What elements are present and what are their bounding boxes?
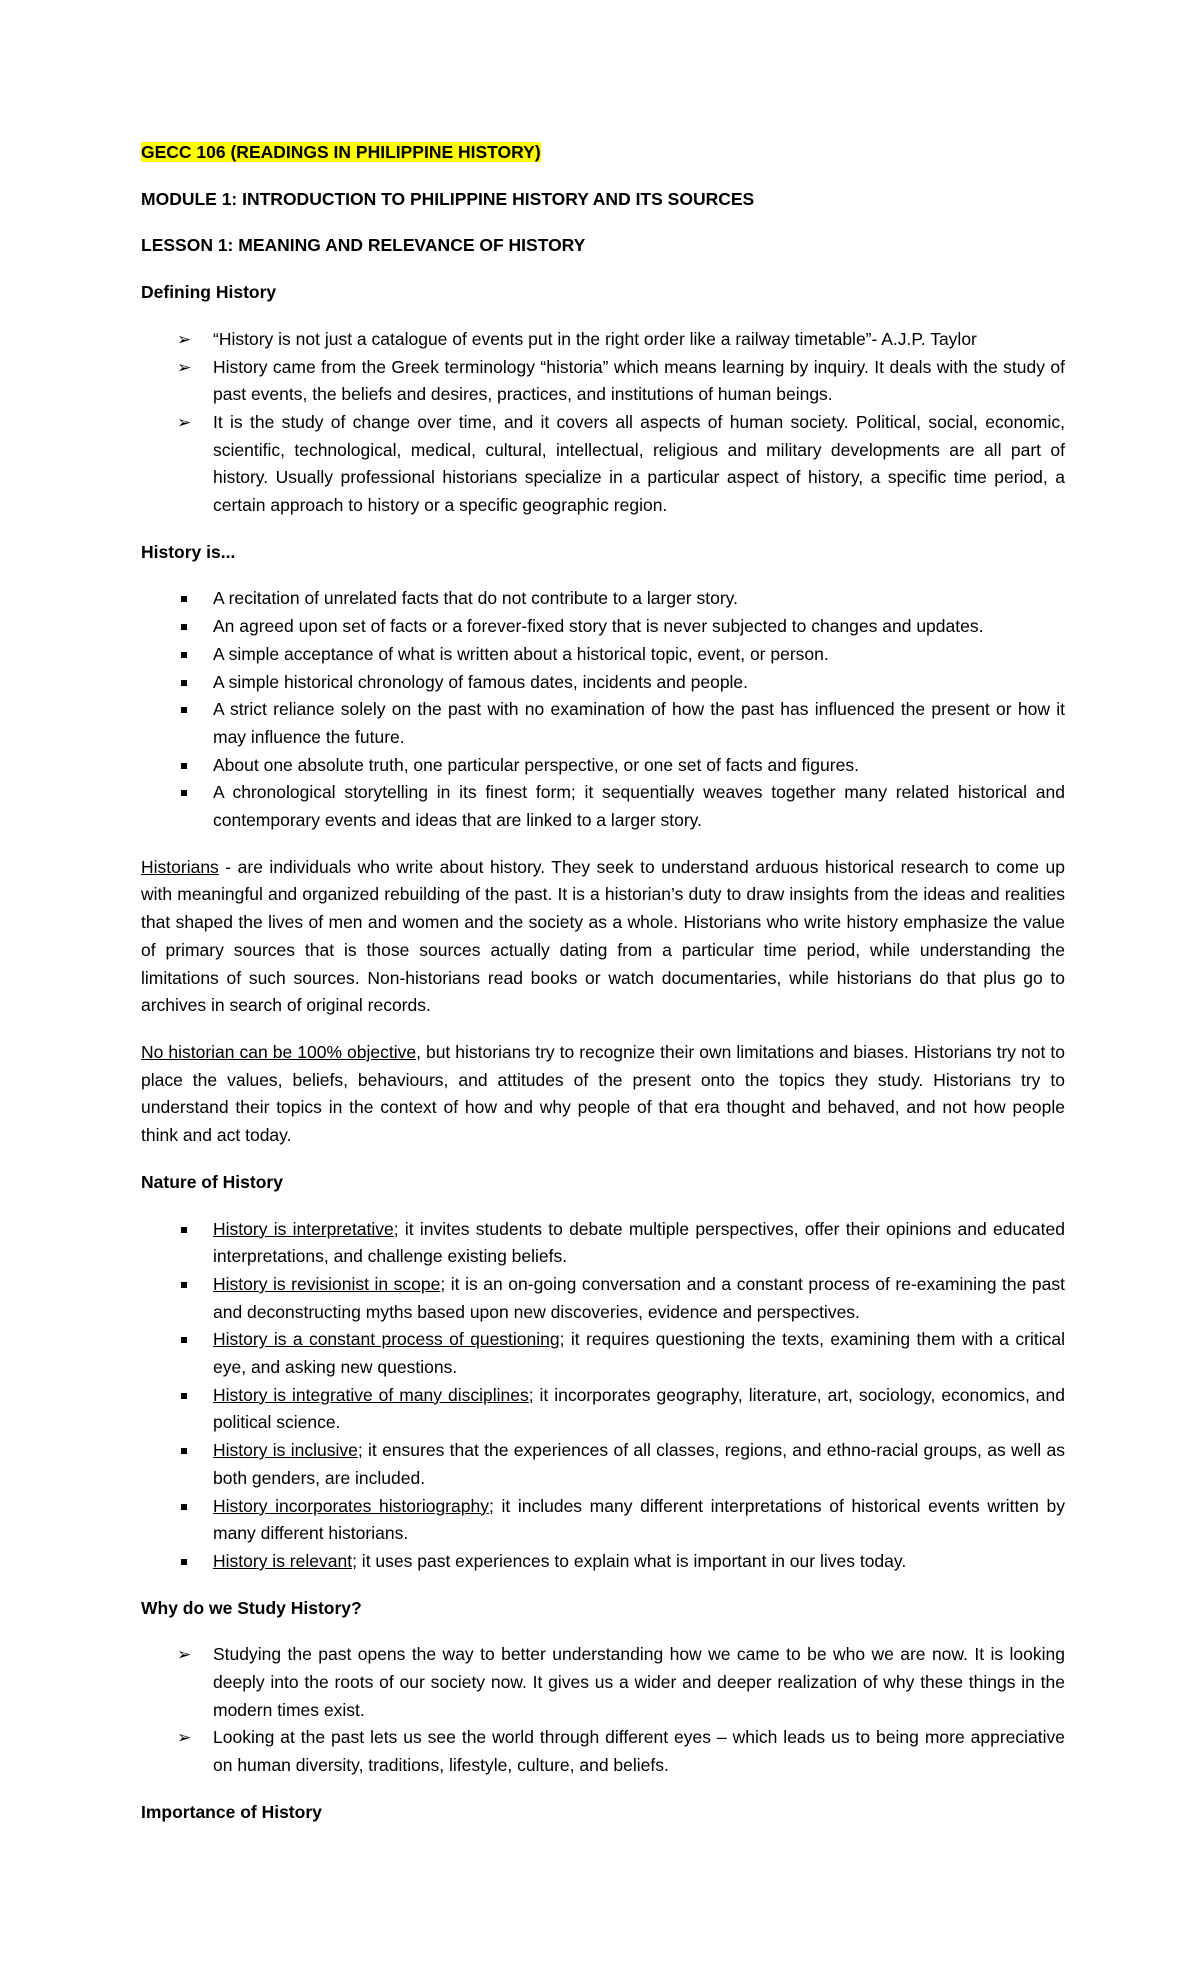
- square-bullet-icon: [181, 763, 187, 769]
- list-item: About one absolute truth, one particular perspective, or one set of facts and figures.: [141, 752, 1065, 780]
- defining-history-list: [141, 326, 1065, 520]
- list-item: History is interpretative; it invites students to debate multiple perspectives, offer their opinions and educated interpretations, and challenge existing beliefs.: [141, 1216, 1065, 1271]
- arrow-bullet-icon: ➢: [177, 357, 192, 377]
- square-bullet-icon: [181, 1227, 187, 1233]
- arrow-bullet-icon: ➢: [177, 329, 192, 349]
- square-bullet-icon: [181, 1559, 187, 1565]
- list-item: A chronological storytelling in its finest form; it sequentially weaves together many related historical and contemporary events and ideas that are linked to a larger story.: [141, 779, 1065, 834]
- list-item: History is revisionist in scope; it is an on-going conversation and a constant process of re-examining the past and deconstructing myths based upon new discoveries, evidence and perspectives.: [141, 1271, 1065, 1326]
- list-item: History is inclusive; it ensures that the experiences of all classes, regions, and ethno-racial groups, as well as both genders, are included.: [141, 1437, 1065, 1492]
- module-title: MODULE 1: INTRODUCTION TO PHILIPPINE HISTORY AND ITS SOURCES: [141, 188, 755, 209]
- square-bullet-icon: [181, 1448, 187, 1454]
- square-bullet-icon: [181, 1504, 187, 1510]
- importance-of-history-heading: Importance of History: [141, 1801, 322, 1822]
- why-study-history-heading: Why do we Study History?: [141, 1597, 362, 1618]
- document-content: [141, 139, 1065, 1846]
- lesson-title: LESSON 1: MEANING AND RELEVANCE OF HISTORY: [141, 235, 586, 256]
- historians-paragraph: Historians - are individuals who write about history. They seek to understand arduous historical research to come up with meaningful and organized rebuilding of the past. It is a historian’s duty to draw insights from the ideas and realities that shaped the lives of men and women and the society as a whole. Historians who write history emphasize the value of primary sources that is those sources actually dating from a particular time period, while understanding the limitations of such sources. Non-historians read books or watch documentaries, while historians do that plus go to archives in search of original records.: [141, 856, 1065, 1016]
- square-bullet-icon: [181, 624, 187, 630]
- list-item: History incorporates historiography; it includes many different interpretations of historical events written by many different historians.: [141, 1493, 1065, 1548]
- list-item: An agreed upon set of facts or a forever-fixed story that is never subjected to changes and updates.: [141, 613, 1065, 641]
- objectivity-term: No historian can be 100% objective: [141, 1041, 417, 1062]
- square-bullet-icon: [181, 1337, 187, 1343]
- square-bullet-icon: [181, 707, 187, 713]
- square-bullet-icon: [181, 790, 187, 796]
- arrow-bullet-icon: ➢: [177, 1645, 192, 1665]
- list-item: A recitation of unrelated facts that do not contribute to a larger story.: [141, 585, 1065, 613]
- list-item: History is integrative of many disciplines; it incorporates geography, literature, art, sociology, economics, and political science.: [141, 1382, 1065, 1437]
- history-is-heading: History is...: [141, 541, 236, 562]
- objectivity-paragraph: No historian can be 100% objective, but historians try to recognize their own limitations and biases. Historians try not to place the values, beliefs, behaviours, and attitudes of the present onto the topics they study. Historians try to understand their topics in the context of how and why people of that era thought and behaved, and not how people think and act today.: [141, 1041, 1066, 1146]
- list-item: A simple acceptance of what is written about a historical topic, event, or person.: [141, 641, 1065, 669]
- square-bullet-icon: [181, 680, 187, 686]
- square-bullet-icon: [181, 652, 187, 658]
- nature-of-history-list: [141, 1216, 1065, 1576]
- list-item: ➢ History came from the Greek terminology “historia” which means learning by inquiry. It deals with the study of past events, the beliefs and desires, practices, and institutions of human beings.: [141, 354, 1065, 409]
- history-is-list: [141, 585, 1065, 834]
- historians-term: Historians: [141, 856, 219, 877]
- arrow-bullet-icon: ➢: [177, 1728, 192, 1748]
- list-item: ➢ It is the study of change over time, and it covers all aspects of human society. Political, social, economic, scientific, technological, medical, cultural, intellectual, religious and military developments are all part of history. Usually professional historians specialize in a particular aspect of history, a specific time period, a certain approach to history or a specific geographic region.: [141, 409, 1065, 520]
- list-item: History is relevant; it uses past experiences to explain what is important in our lives today.: [141, 1548, 1065, 1576]
- square-bullet-icon: [181, 596, 187, 602]
- list-item: A strict reliance solely on the past with no examination of how the past has influenced the present or how it may influence the future.: [141, 696, 1065, 751]
- course-title: GECC 106 (READINGS IN PHILIPPINE HISTORY): [141, 142, 541, 162]
- list-item: ➢ “History is not just a catalogue of events put in the right order like a railway timetable”- A.J.P. Taylor: [141, 326, 1065, 354]
- list-item: ➢ Looking at the past lets us see the world through different eyes – which leads us to being more appreciative on human diversity, traditions, lifestyle, culture, and beliefs.: [141, 1724, 1065, 1779]
- list-item: A simple historical chronology of famous dates, incidents and people.: [141, 669, 1065, 697]
- defining-history-heading: Defining History: [141, 282, 277, 303]
- square-bullet-icon: [181, 1282, 187, 1288]
- arrow-bullet-icon: ➢: [177, 412, 192, 432]
- why-study-history-list: [141, 1641, 1065, 1780]
- square-bullet-icon: [181, 1393, 187, 1399]
- nature-of-history-heading: Nature of History: [141, 1171, 283, 1192]
- list-item: ➢ Studying the past opens the way to better understanding how we came to be who we are now. It is looking deeply into the roots of our society now. It gives us a wider and deeper realization of why these things in the modern times exist.: [141, 1641, 1065, 1724]
- list-item: History is a constant process of questioning; it requires questioning the texts, examining them with a critical eye, and asking new questions.: [141, 1326, 1065, 1381]
